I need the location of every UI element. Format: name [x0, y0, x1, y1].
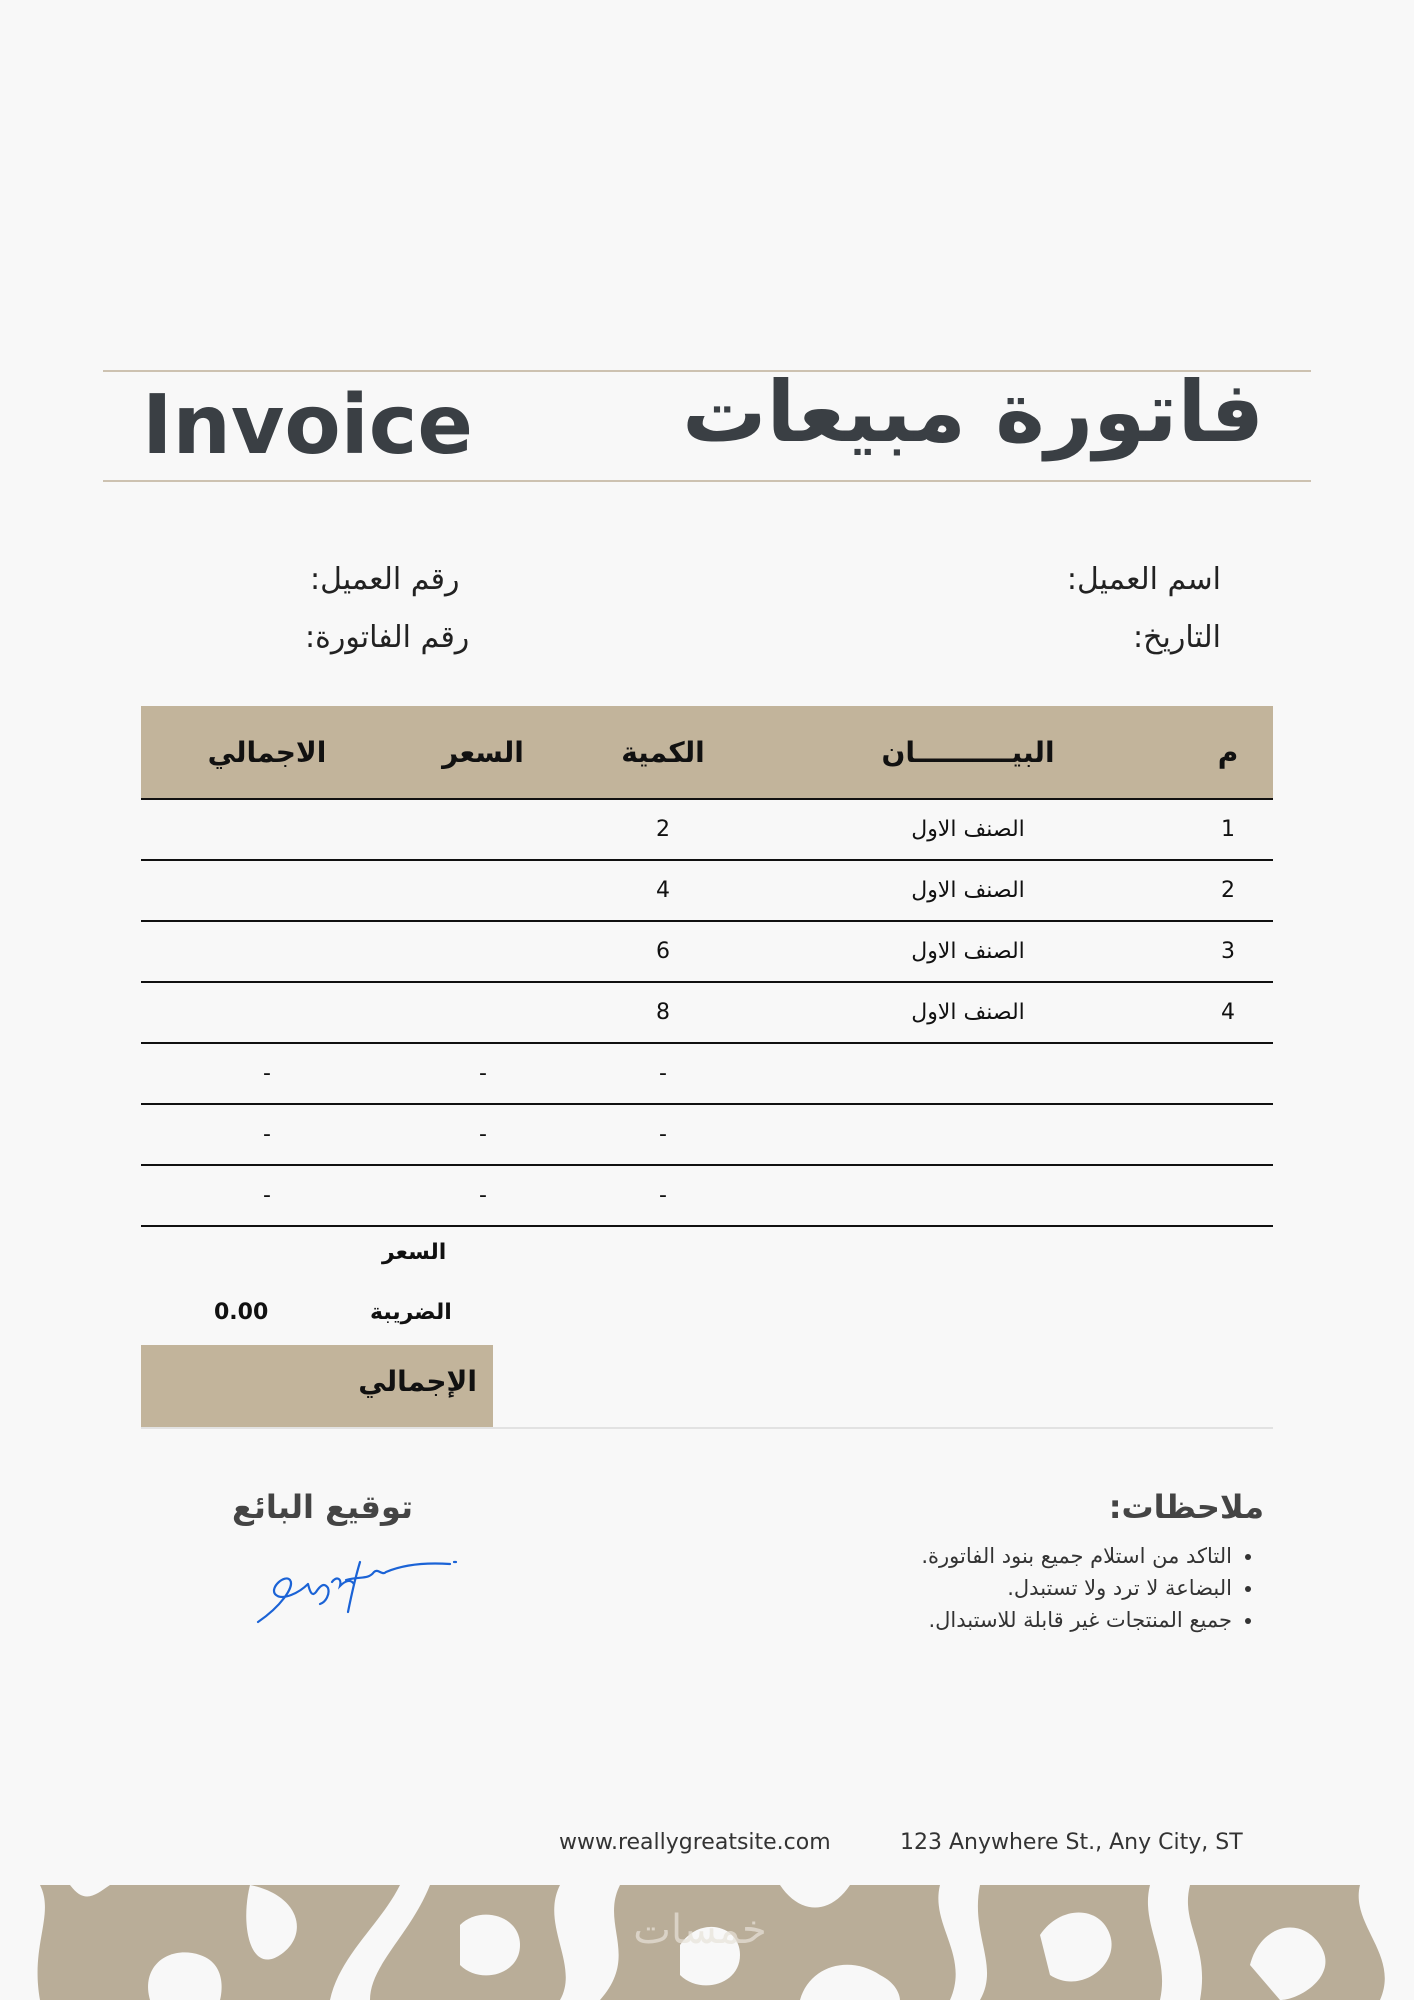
table-row	[141, 982, 1273, 1043]
cell-description: الصنف الاول	[753, 921, 1183, 982]
footer-website[interactable]: www.reallygreatsite.com	[559, 1830, 831, 1855]
table-row	[141, 860, 1273, 921]
cell-index: 1	[1183, 799, 1273, 860]
cell-index	[1183, 1104, 1273, 1165]
date-label: التاريخ:	[1133, 620, 1221, 655]
summary-tax-label: الضريبة	[370, 1300, 452, 1325]
cell-description	[753, 1165, 1183, 1226]
customer-name-label: اسم العميل:	[1066, 562, 1221, 597]
signature-image	[250, 1542, 470, 1632]
cell-total	[141, 982, 393, 1043]
cell-total	[141, 921, 393, 982]
cell-quantity: -	[573, 1165, 753, 1226]
watermark-text: خمسات	[633, 1907, 767, 1953]
table-row	[141, 1104, 1273, 1165]
header-description: البيــــــــــان	[753, 706, 1183, 799]
cell-quantity: -	[573, 1104, 753, 1165]
cell-price: -	[393, 1165, 573, 1226]
cell-price: -	[393, 1043, 573, 1104]
header-quantity: الكمية	[573, 706, 753, 799]
cell-quantity: 2	[573, 799, 753, 860]
summary-tax-value: 0.00	[214, 1300, 269, 1325]
footer-address: 123 Anywhere St., Any City, ST	[900, 1830, 1243, 1855]
cell-total: -	[141, 1104, 393, 1165]
header-total: الاجمالي	[141, 706, 393, 799]
cell-index: 3	[1183, 921, 1273, 982]
invoice-title-english: Invoice	[142, 378, 474, 473]
table-row	[141, 1043, 1273, 1104]
list-item: • البضاعة لا ترد ولا تستبدل.	[921, 1572, 1232, 1604]
table-row	[141, 921, 1273, 982]
table-row	[141, 799, 1273, 860]
list-item: • التاكد من استلام جميع بنود الفاتورة.	[921, 1540, 1232, 1572]
cell-price	[393, 921, 573, 982]
seller-signature-label: توقيع البائع	[232, 1488, 414, 1526]
cell-index	[1183, 1043, 1273, 1104]
cell-description: الصنف الاول	[753, 982, 1183, 1043]
table-row	[141, 1165, 1273, 1226]
decorative-pattern	[0, 1885, 1414, 2000]
summary-divider	[141, 1427, 1273, 1429]
cell-total: -	[141, 1165, 393, 1226]
list-item: • جميع المنتجات غير قابلة للاستبدال.	[921, 1604, 1232, 1636]
cell-description: الصنف الاول	[753, 799, 1183, 860]
cell-description	[753, 1043, 1183, 1104]
invoice-number-label: رقم الفاتورة:	[305, 620, 470, 655]
invoice-table	[141, 706, 1273, 1227]
cell-price	[393, 860, 573, 921]
cell-index	[1183, 1165, 1273, 1226]
cell-total: -	[141, 1043, 393, 1104]
invoice-title-arabic: فاتورة مبيعات	[682, 363, 1264, 461]
cell-index: 4	[1183, 982, 1273, 1043]
grand-total-label: الإجمالي	[358, 1365, 477, 1398]
cell-description	[753, 1104, 1183, 1165]
cell-price	[393, 799, 573, 860]
header-price: السعر	[393, 706, 573, 799]
cell-quantity: -	[573, 1043, 753, 1104]
bottom-rule	[103, 480, 1311, 482]
notes-title: ملاحظات:	[1108, 1488, 1264, 1526]
cell-price	[393, 982, 573, 1043]
cell-price: -	[393, 1104, 573, 1165]
cell-description: الصنف الاول	[753, 860, 1183, 921]
cell-total	[141, 860, 393, 921]
cell-quantity: 4	[573, 860, 753, 921]
summary-price-label: السعر	[382, 1240, 447, 1265]
table-header-row	[141, 706, 1273, 799]
grand-total-box	[141, 1345, 493, 1427]
cell-quantity: 6	[573, 921, 753, 982]
notes-list	[921, 1540, 1264, 1636]
cell-total	[141, 799, 393, 860]
customer-number-label: رقم العميل:	[310, 562, 460, 597]
header-index: م	[1183, 706, 1273, 799]
cell-quantity: 8	[573, 982, 753, 1043]
cell-index: 2	[1183, 860, 1273, 921]
